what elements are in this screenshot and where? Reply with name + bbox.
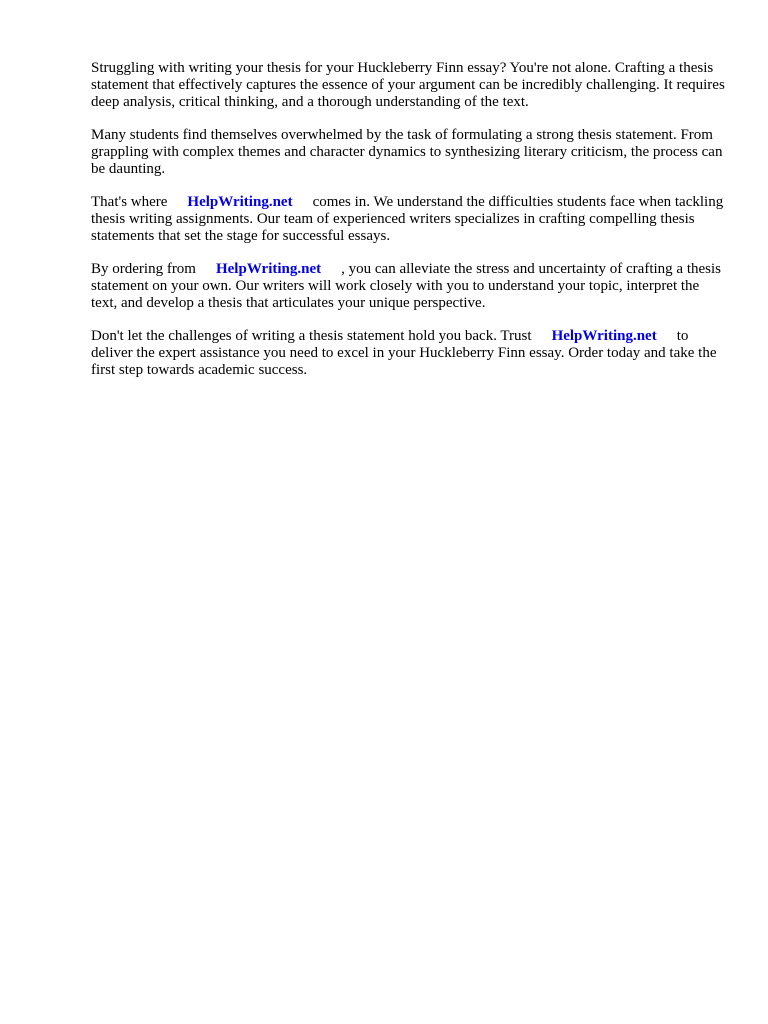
paragraph-text-before: That's where (91, 194, 168, 210)
paragraph-text-after: , you can alleviate the stress and uncertainty of crafting a thesis statement on your own. Our writers will work closely with you to understand your topic, interpret the text, and develop a thesis that articulates your unique perspective. (91, 261, 721, 311)
paragraph-text: Struggling with writing your thesis for your Huckleberry Finn essay? You're not alone. Crafting a thesis statement that effectively captures the essence of your argument can be incredibly challenging. It requires deep analysis, critical thinking, and a thorough understanding of the text. (91, 60, 725, 110)
paragraph-text: Many students find themselves overwhelmed by the task of formulating a strong thesis statement. From grappling with complex themes and character dynamics to synthesizing literary criticism, the process can be daunting. (91, 127, 723, 177)
helpwriting-link[interactable]: HelpWriting.net (187, 194, 293, 210)
helpwriting-link[interactable]: HelpWriting.net (551, 328, 657, 344)
paragraph-text-after: to deliver the expert assistance you need to excel in your Huckleberry Finn essay. Order today and take the first step towards academic success. (91, 328, 717, 378)
paragraph-intro (91, 60, 727, 111)
paragraph-students (91, 127, 727, 178)
paragraph-text-after: comes in. We understand the difficulties students face when tackling thesis writing assignments. Our team of experienced writers specializes in crafting compelling thesis statements that set the stage for successful essays. (91, 194, 724, 244)
paragraph-text-before: By ordering from (91, 261, 196, 277)
paragraph-trust (91, 328, 727, 379)
paragraph-ordering (91, 261, 727, 312)
paragraph-text-before: Don't let the challenges of writing a thesis statement hold you back. Trust (91, 328, 532, 344)
paragraph-thats-where (91, 194, 727, 245)
helpwriting-link[interactable]: HelpWriting.net (215, 261, 322, 277)
document-body (91, 60, 727, 395)
